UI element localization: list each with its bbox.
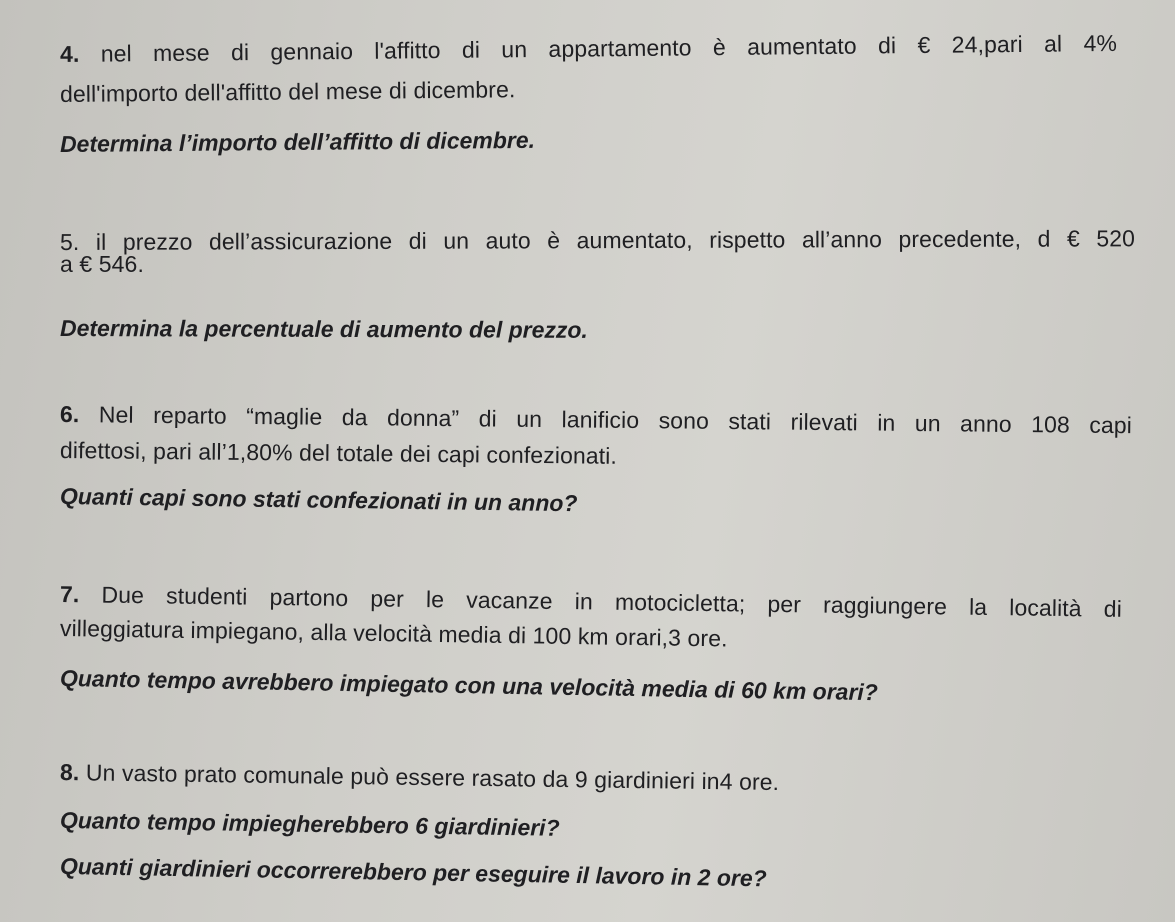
exercise-5-line-2: a € 546. [60,251,144,277]
exercise-7-line-2: villeggiatura impiegano, alla velocità media di 100 km orari,3 ore. [59,615,728,652]
exercise-4-line-2: dell'importo dell'affitto del mese di dicembre. [59,76,516,107]
exercise-6-number: 6. [59,401,80,428]
exercise-8-number: 8. [59,759,80,786]
exercise-4-question-1: Determina l’importo dell’affitto di dicembre. [59,126,536,157]
exercise-4-text-1: nel mese di gennaio l'affitto di un appartamento è aumentato di € 24,pari al 4% [100,29,1118,67]
exercise-4-number: 4. [59,40,80,67]
exercise-7-number: 7. [59,581,80,608]
exercise-5-number: 5. [59,228,80,255]
exercise-7-question-1: Quanto tempo avrebbero impiegato con una velocità media di 60 km orari? [59,665,879,706]
exercise-5-line-1 [60,224,1135,256]
exercise-8-line-1 [60,758,779,796]
exercise-7-text-1: Due studenti partono per le vacanze in motocicletta; per raggiungere la località di [101,581,1123,622]
exercise-8-text-1: Un vasto prato comunale può essere rasato da 9 giardinieri in4 ore. [85,759,780,796]
exercise-5-text-1: il prezzo dell’assicurazione di un auto è aumentato, rispetto all’anno precedente, d € 520 [95,225,1136,255]
exercise-4-line-1 [60,29,1117,68]
exercise-6-line-1 [60,400,1132,439]
exercise-6-question-1: Quanti capi sono stati confezionati in un anno? [59,483,578,517]
exercise-6-text-1: Nel reparto “maglie da donna” di un lanificio sono stati rilevati in un anno 108 capi [98,401,1133,439]
exercise-5-question-1: Determina la percentuale di aumento del prezzo. [59,315,588,343]
exercise-8-question-1: Quanto tempo impiegherebbero 6 giardinieri? [59,807,560,841]
exercise-8-question-2: Quanti giardinieri occorrerebbero per eseguire il lavoro in 2 ore? [59,853,767,892]
exercise-6-line-2: difettosi, pari all’1,80% del totale dei capi confezionati. [59,437,618,469]
